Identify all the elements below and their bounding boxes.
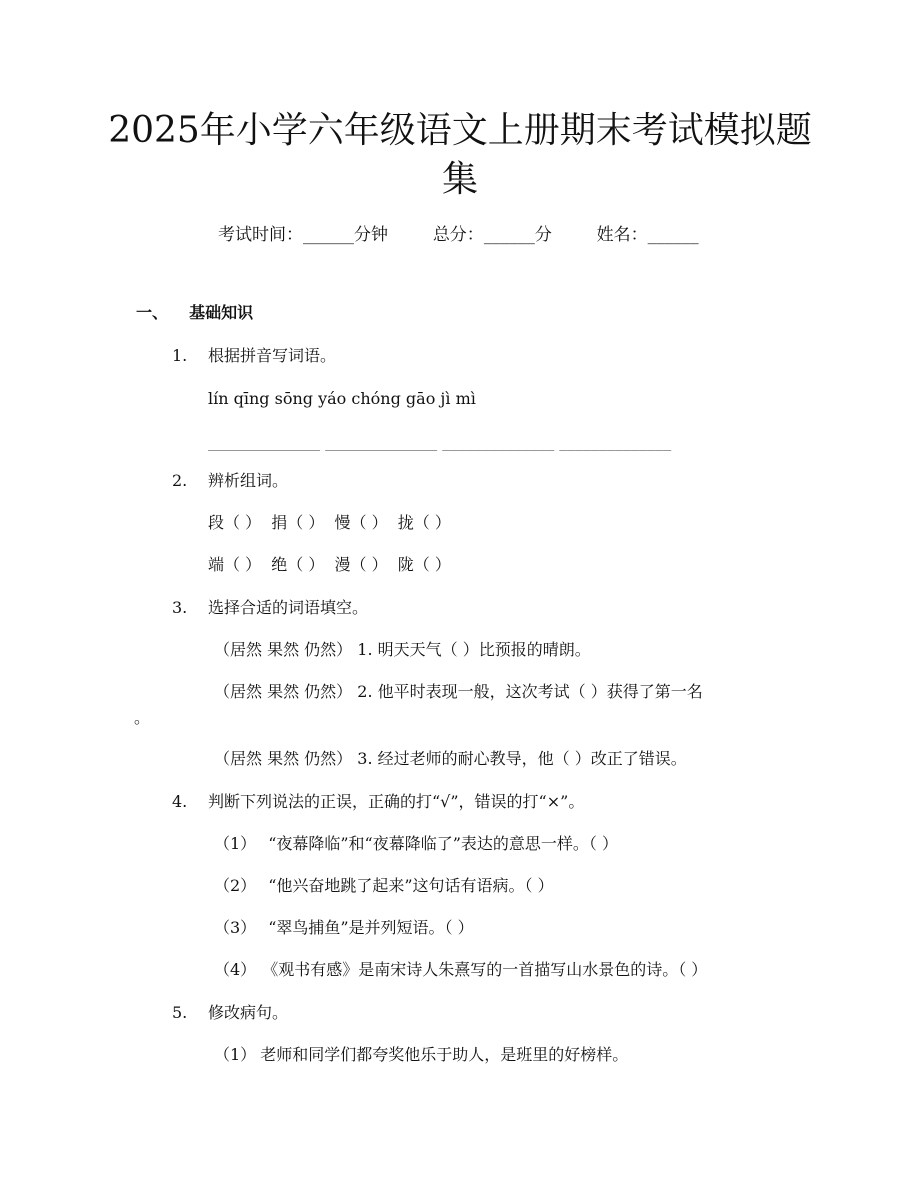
judge-item — [214, 833, 618, 855]
word-item: 陇（ ） — [397, 555, 451, 574]
score-blank: ______ — [483, 225, 535, 245]
word-item: 绝（ ） — [271, 555, 325, 574]
time-label: 考试时间： — [218, 225, 303, 245]
name-blank: ______ — [647, 225, 699, 245]
answer-blank: ______________ — [442, 432, 555, 451]
judge-item-label: （3） — [214, 918, 257, 937]
fill-item: （居然 果然 仍然） 3. 经过老师的耐心教导，他（ ）改正了错误。 — [214, 749, 687, 768]
word-item: 段（ ） — [208, 513, 262, 532]
word-row-2 — [208, 554, 451, 576]
section-heading — [136, 302, 253, 324]
question-prompt: 判断下列说法的正误，正确的打“√”，错误的打“×”。 — [208, 792, 585, 811]
pinyin-line: lín qīng sōng yáo chóng gāo jì mì — [208, 389, 476, 408]
question-number: 4. — [172, 792, 188, 811]
time-unit: 分钟 — [354, 225, 388, 245]
question-number: 2. — [172, 471, 188, 490]
judge-item — [214, 959, 707, 981]
answer-blank: ______________ — [325, 432, 438, 451]
word-item: 端（ ） — [208, 555, 262, 574]
judge-item-text: “他兴奋地跳了起来”这句话有语病。（ ） — [268, 876, 554, 895]
question-prompt: 辨析组词。 — [208, 471, 289, 490]
judge-item — [214, 875, 554, 897]
time-blank: ______ — [303, 225, 354, 245]
correction-item-text: 老师和同学们都夸奖他乐于助人，是班里的好榜样。 — [260, 1045, 629, 1064]
question-prompt: 选择合适的词语填空。 — [208, 598, 369, 617]
judge-item-text: “翠鸟捕鱼”是并列短语。（ ） — [268, 918, 474, 937]
correction-item — [214, 1044, 628, 1066]
answer-blank: ______________ — [559, 432, 672, 451]
word-item: 捐（ ） — [271, 513, 325, 532]
section-title: 基础知识 — [189, 303, 254, 322]
word-item: 慢（ ） — [334, 513, 388, 532]
judge-item-label: （1） — [214, 834, 257, 853]
word-row-1 — [208, 512, 451, 534]
fill-item-overflow: 。 — [134, 708, 151, 727]
judge-item-text: “夜幕降临”和“夜幕降临了”表达的意思一样。（ ） — [268, 834, 618, 853]
word-item: 漫（ ） — [334, 555, 388, 574]
fill-item: （居然 果然 仍然） 2. 他平时表现一般，这次考试（ ）获得了第一名 — [214, 682, 703, 701]
word-item: 拢（ ） — [397, 513, 451, 532]
question-number: 1. — [172, 346, 188, 365]
question-number: 3. — [172, 598, 188, 617]
question-prompt: 根据拼音写词语。 — [208, 346, 337, 365]
judge-item — [214, 917, 474, 939]
judge-item-label: （2） — [214, 876, 257, 895]
score-label: 总分： — [432, 225, 484, 245]
document-title-line2: 集 — [441, 159, 478, 200]
judge-item-text: 《观书有感》是南宋诗人朱熹写的一首描写山水景色的诗。（ ） — [262, 960, 708, 979]
name-label: 姓名： — [596, 225, 648, 245]
exam-meta — [218, 224, 699, 246]
fill-item: （居然 果然 仍然） 1. 明天天气（ ）比预报的晴朗。 — [214, 640, 591, 659]
answer-blank: ______________ — [208, 432, 320, 451]
document-title-line1: 2025年小学六年级语文上册期末考试模拟题 — [108, 110, 812, 151]
score-unit: 分 — [534, 225, 552, 245]
judge-item-label: （4） — [214, 960, 257, 979]
correction-item-label: （1） — [214, 1045, 257, 1064]
question-prompt: 修改病句。 — [208, 1003, 289, 1022]
answer-blanks — [208, 431, 671, 453]
question-number: 5. — [172, 1003, 188, 1022]
section-number: 一、 — [136, 303, 169, 322]
